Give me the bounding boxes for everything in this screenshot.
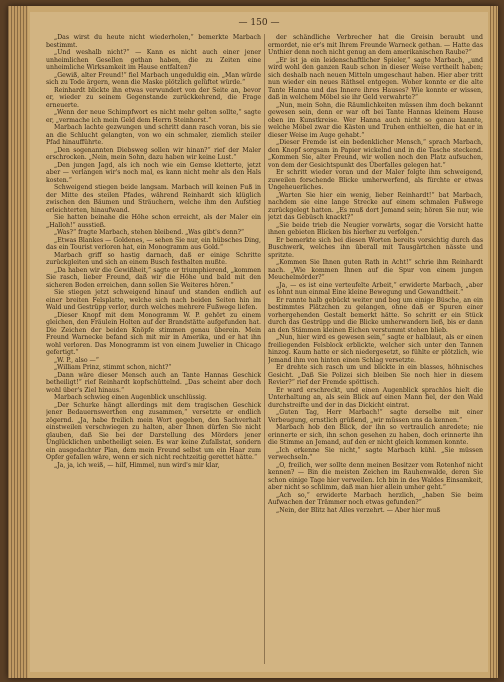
- paragraph: „Kommen Sie Ihnen guten Rath in Acht!“ schrie ihm Reinhardt nach. „Wie kommen Ihnen auf die Spur von einem jungen Meuchelmörder?“: [268, 259, 483, 281]
- paragraph: „Dieser Fremde ist ein bedenklicher Mensch,“ sprach Marbach, den Knopf sorgsam in Papier wickelnd und in die Tasche steckend. „Kommen Sie, alter Freund, wir wollen noch den Platz aufsuchen, von dem der Gesichtspunkt des Überfalles gelegen hat.“: [268, 139, 483, 169]
- paragraph: „Ja, — es ist eine verteufelte Arbeit,“ erwiderte Marbach, „aber es lohnt nun einmal Eine kleine Bewegung und Gewandtheit.“: [268, 281, 483, 296]
- paragraph: Er bemerkte sich bei diesen Worten bereits vorsichtig durch das Buschwerk, welches ihn überall mit Tausgärtchen nässte und spritzte.: [268, 236, 483, 259]
- paragraph: Sie hatten beinahe die Höhe schon erreicht, als der Maler ein „Halloh!“ ausstieß.: [46, 214, 261, 229]
- paragraph: „Ja, ja, ich weiß, — hilf, Himmel, nun wird's mir klar,: [54, 461, 220, 469]
- paragraph: „Dieser Knopf mit dem Monogramm W. P. gehört zu einem gleichen, den Fräulein Holten auf der Brandstätte aufgefunden hat. Die Zeichen der beiden Knöpfe stimmen genau überein. Mein Freund Warnecke befand sich mit mir in Amerika, und er hat ihn wohl verloren. Das Monogramm ist von einem Juwelier in Chicago gefertigt.“: [46, 311, 261, 356]
- paragraph: „Gewiß, alter Freund!“ fiel Marbach ungeduldig ein. „Man würde sich zu Tode ärgern, wenn die Maske plötzlich gelüftet würde.“: [46, 71, 261, 86]
- paragraph: „Nein, der Blitz hat Alles verzehrt. — Aber hier muß: [276, 506, 441, 514]
- paragraph: „Das wirst du heute nicht wiederholen,“ bemerkte Marbach bestimmt.: [46, 34, 261, 49]
- paragraph: „Und weshalb nicht?“ — Kann es nicht auch einer jener unheimlichen Gesellen gethan haben, die zu Zeiten eine unheimliche Wirksamkeit im Hause entfalten?: [46, 49, 261, 71]
- column-divider: [264, 34, 265, 664]
- paragraph: „Den sogenannten Diebsweg sollen wir hinan?“ rief der Maler erschrocken. „Nein, mein Sohn, dazu haben wir keine Lust.“: [46, 146, 261, 161]
- paragraph: „Nun, hier wird es gewesen sein,“ sagte er halblaut, als er einen freiliegenden Felsblock erblickte, welcher sich unter den Tannen hinzog. Kaum hatte er sich niedergesetzt, so fühlte er plötzlich, wie Jemand ihm von hinten einen Schlag versetzte.: [268, 334, 483, 364]
- paragraph: Er rannte halb gebückt weiter und bog um einige Büsche, an ein bestimmtes Plätzchen zu gelangen, ohne daß er Spuren einer vorhergehenden Gestalt bemerkt hätte. So schritt er ein Stück durch das Gestrüpp und die Blicke umherwandern ließ, bis er dann an den Stämmen kleinen Eichen verstummt stehen blieb.: [268, 296, 483, 334]
- paragraph: „Der Schurke hängt allerdings mit dem tragischen Geschick jener Bedauernswerthen eng zusammen,“ versetzte er endlich zögernd. „Ja, habe freilich mein Wort gegeben, den Sachverhalt einstweilen verschwiegen zu halten, aber Ihnen dürfen Sie nicht glauben, daß Sie bei der Darstellung des Mörders jener Unglücklichen unbetheiligt seien. Es war keine Zufallstat, sondern ein ausgedachter Plan, dem mein Freund selbst um ein Haar zum Opfer gefallen wäre, wenn er sich nicht rechtzeitig gerettet hätte.“: [46, 401, 261, 461]
- page-edges-right: [490, 6, 498, 678]
- paragraph: Marbach griff so hastig darnach, daß er einige Schritte zurückgleiten und sich an einem Busch festhalten mußte.: [46, 251, 261, 266]
- paragraph: Er drehte sich rasch um und blickte in ein blasses, höhnisches Gesicht. „Daß Sie Polizei sich bleiben Sie noch hier in diesem Revier?“ rief der Fremde spöttisch.: [268, 364, 483, 386]
- left-text-column: [46, 34, 261, 674]
- paragraph: „Warten Sie hier ein wenig, lieber Reinhardt!“ bat Marbach, nachdem sie eine lange Strecke auf einem schmalen Fußwege zurückgelegt hatten. „Es muß dort Jemand sein; hören Sie nur, wie jetzt das Gebüsch knackt?“: [268, 191, 483, 221]
- paragraph: Reinhardt blickte ihn etwas verwundert von der Seite an, bevor er, wieder zu seinem Gegenstande zurückkehrend, die Frage erneuerte.: [46, 86, 261, 109]
- paragraph: „Sie beide trieb die Neugier vorwärts, sogar die Vorsicht hatte ihnen gebieten Blicken bis hierher zu verfolgen.“: [268, 221, 483, 236]
- paragraph: „William Prinz, stimmt schon, nicht?“: [54, 364, 172, 371]
- paragraph: „Dann wäre dieser Mensch auch an Tante Hannas Geschick betheiligt!“ rief Reinhardt kopfschüttelnd. „Das scheint aber doch wohl über's Ziel hinaus.“: [46, 371, 261, 394]
- paragraph: „W. P., also —“: [54, 356, 99, 364]
- paragraph: „Guten Tag, Herr Marbach!“ sagte derselbe mit einer Verbeugung, ernstlich grüßend, „wir müssen uns da kennen.“: [268, 409, 483, 424]
- paragraph: „Den jungen Jagd, als ich noch wie ein Gemse kletterte, jetzt aber — verlangen wir's noch mal, es kann nicht mehr als den Hals kosten.“: [46, 161, 261, 184]
- book-page: [30, 12, 488, 672]
- paragraph: der schändliche Verbrecher hat die Greisin beraubt und ermordet, nie er's mit Ihrem Freunde Warneck gethan. — Hatte das Unthier denn noch nicht genug an dem amerikanischen Raube?“: [268, 34, 483, 56]
- paragraph: „Er ist ja ein leidenschaftlicher Spieler,“ sagte Marbach, „und wird wohl den ganzen Raub schon in dieser Weise vertheilt haben; sich deshalb nach neuen Mitteln umgeschaut haben. Hier aber tritt nun wieder ein neues Räthsel entgegen. Woher konnte er die alte Tante Hanna und das Innere ihres Hauses? Wie konnte er wissen, daß in welchem Möbel sie ihr Geld verwahrte?“: [268, 56, 483, 101]
- paragraph: „Ich erkenne Sie nicht,“ sagte Marbach kühl. „Sie müssen verwechseln.“: [268, 446, 483, 461]
- book: [8, 6, 498, 678]
- page-edges-left: [8, 6, 28, 678]
- right-text-column: [268, 34, 483, 674]
- paragraph: „Nun, mein Sohn, die Räumlichkeiten müssen ihm doch bekannt gewesen sein, denn er war oft bei Tante Hannas kleinem Hause oben im Kunstkreise. Wer Hanna auch nicht so genau kannte, welche Möbel zwar die Kästen und Truhen enthielten, die hat er in dieser Weise im Auge gehabt.“: [268, 101, 483, 139]
- paragraph: Marbach schwieg einen Augenblick unschlüssig.: [54, 394, 207, 401]
- paragraph: Er schritt wieder voran und der Maler folgte ihm schweigend, zuweilen forschende Blicke umherwerfend, als fürchte er etwas Ungeheuerliches.: [268, 169, 483, 191]
- paragraph: Marbach hob den Blick, der ihn so vertraulich anredete; nie erinnerte er sich, ihn schon gesehen zu haben, doch erinnerte ihn die Stimme an Jemand, auf den er nicht gleich kommen konnte.: [268, 424, 483, 446]
- paragraph: „Da haben wir die Gewißheit,“ sagte er triumphierend, „kommen Sie rasch, lieber Freund, daß wir die Höhe und bald mit den sicheren Boden erreichen, dann sollen Sie Weiteres hören.“: [46, 266, 261, 289]
- paragraph: Er ward erschreckt, und einen Augenblick sprachlos hielt die Unterhaltung an, als sein Blick auf einen Mann fiel, der den Wald durchstreifte und der in das Dickicht eintrat.: [268, 386, 483, 409]
- paragraph: Sie stiegen jetzt schweigend hinauf und standen endlich auf einer breiten Felsplatte, welche sich nach beiden Seiten hin im Wald und Gestrüpp verlor, durch welches mehrere Fußwege liefen.: [46, 289, 261, 311]
- paragraph: „Ach so,“ erwiderte Marbach herzlich, „haben Sie beim Aufwachen der Trämmer noch etwas gefunden?“: [268, 491, 483, 506]
- paragraph: Marbach lachte gezwungen und schritt dann rasch voran, bis sie an die Schlucht gelangten, von wo ein schmaler, ziemlich steiler Pfad hinaufführte.: [46, 124, 261, 146]
- paragraph: „O, freilich, wer sollte denn meinen Besitzer vom Rotenhof nicht kennen? — Bin die meisten Zeichen im Rauhenwalde, deren Sie schon einige Tage hier verweilen. Ich bin in des Waldes Einsamkeit, aber nicht so schlimm, daß man hier allein umher geht.“: [268, 461, 483, 491]
- paragraph: „Was?“ fragte Marbach, stehen bleibend. „Was gibt's denn?“: [54, 229, 245, 236]
- paragraph: „Wenn der neue Schimpfwort es nicht mehr gelten sollte,“ sagte er, „vermache ich mein Geld dem Herrn Steinhorst.“: [46, 109, 261, 124]
- page-number: — 150 —: [238, 18, 280, 28]
- paragraph: „Etwas Blankes — Goldenes, — sehen Sie nur, ein hübsches Ding, das ein Tourist verloren hat, ein Monogramm aus Gold.“: [46, 236, 261, 251]
- paragraph: Schweigend stiegen beide langsam. Marbach will keinen Fuß in der Mitte des steilen Pfades, während Reinhardt sich klüglich zwischen den Bäumen und Sträuchern, welche ihm den Aufstieg erleichterten, hinaufwand.: [46, 184, 261, 214]
